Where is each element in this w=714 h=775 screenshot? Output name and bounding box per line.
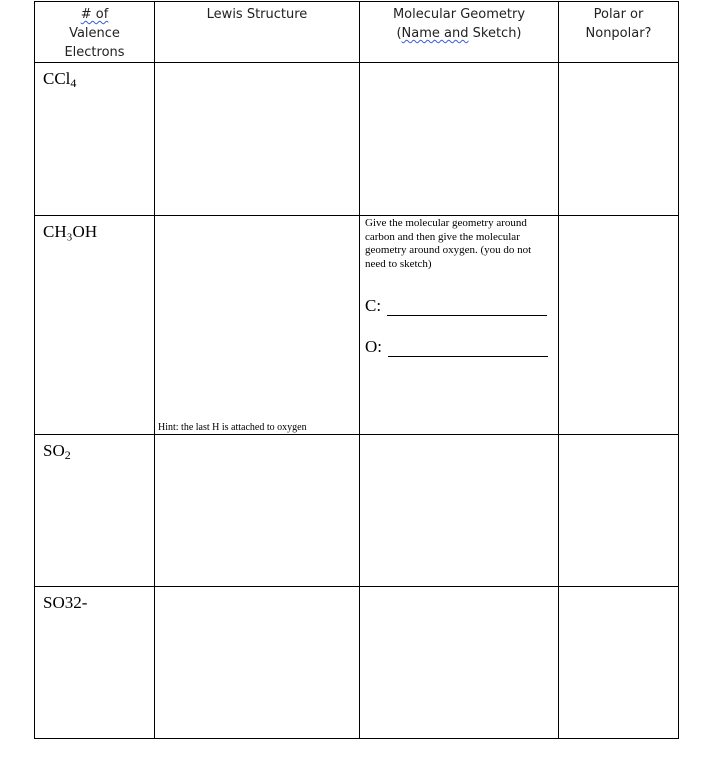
compound-label xyxy=(35,63,154,89)
header-lewis-label: Lewis Structure xyxy=(206,7,308,22)
carbon-label: C: xyxy=(365,296,382,315)
header-geometry-paren: ( xyxy=(396,26,402,41)
oxygen-label: O: xyxy=(365,337,382,356)
cell-so2-lewis[interactable] xyxy=(155,435,360,587)
cell-so2-polarity[interactable] xyxy=(559,435,679,587)
cell-ccl4-compound xyxy=(35,63,155,216)
header-polarity xyxy=(559,2,679,63)
cell-so3-geometry[interactable] xyxy=(360,587,559,739)
lewis-hint: Hint: the last H is attached to oxygen xyxy=(158,422,307,433)
cell-so3-lewis[interactable] xyxy=(155,587,360,739)
cell-ch3oh-lewis[interactable] xyxy=(155,216,360,435)
header-row xyxy=(35,2,679,63)
header-valence-electrons xyxy=(35,2,155,63)
geometry-instructions: Give the molecular geometry around carbon and then give the molecular geometry around oxygen. (you do not need to sketch) xyxy=(365,217,532,270)
header-molecular-geometry xyxy=(360,2,559,63)
header-geometry-line1: Molecular Geometry xyxy=(392,7,526,22)
header-polarity-line1: Polar or xyxy=(593,7,644,22)
row-so3 xyxy=(35,587,679,739)
compound-label: SO32- xyxy=(43,593,88,612)
cell-ccl4-geometry[interactable] xyxy=(360,63,559,216)
carbon-blank[interactable] xyxy=(387,301,547,316)
compound-subscript: 2 xyxy=(64,448,71,462)
compound-label xyxy=(35,435,154,461)
cell-so2-compound xyxy=(35,435,155,587)
compound-label: CH₃OH xyxy=(43,222,98,241)
cell-ch3oh-polarity[interactable] xyxy=(559,216,679,435)
oxygen-blank[interactable] xyxy=(388,342,548,357)
compound-base: CCl xyxy=(43,69,71,88)
oxygen-answer[interactable] xyxy=(365,337,548,357)
compound-base: SO xyxy=(43,441,65,460)
row-so2 xyxy=(35,435,679,587)
carbon-answer[interactable] xyxy=(365,296,547,316)
row-ch3oh xyxy=(35,216,679,435)
header-geometry-underlined: Name and xyxy=(401,26,469,41)
cell-so2-geometry[interactable] xyxy=(360,435,559,587)
header-geometry-suffix: Sketch) xyxy=(468,26,522,41)
cell-so3-compound xyxy=(35,587,155,739)
header-lewis-structure xyxy=(155,2,360,63)
header-geometry-line2 xyxy=(360,24,558,43)
header-valence-line2: Valence xyxy=(69,26,120,41)
cell-ch3oh-compound xyxy=(35,216,155,435)
row-ccl4 xyxy=(35,63,679,216)
cell-so3-polarity[interactable] xyxy=(559,587,679,739)
header-valence-line1: # of xyxy=(80,7,109,22)
cell-ch3oh-geometry[interactable] xyxy=(360,216,559,435)
compound-subscript: 4 xyxy=(70,76,77,90)
header-polarity-line2: Nonpolar? xyxy=(585,26,652,41)
cell-ccl4-polarity[interactable] xyxy=(559,63,679,216)
header-valence-line3: Electrons xyxy=(64,45,125,60)
cell-ccl4-lewis[interactable] xyxy=(155,63,360,216)
worksheet-table xyxy=(34,1,679,739)
